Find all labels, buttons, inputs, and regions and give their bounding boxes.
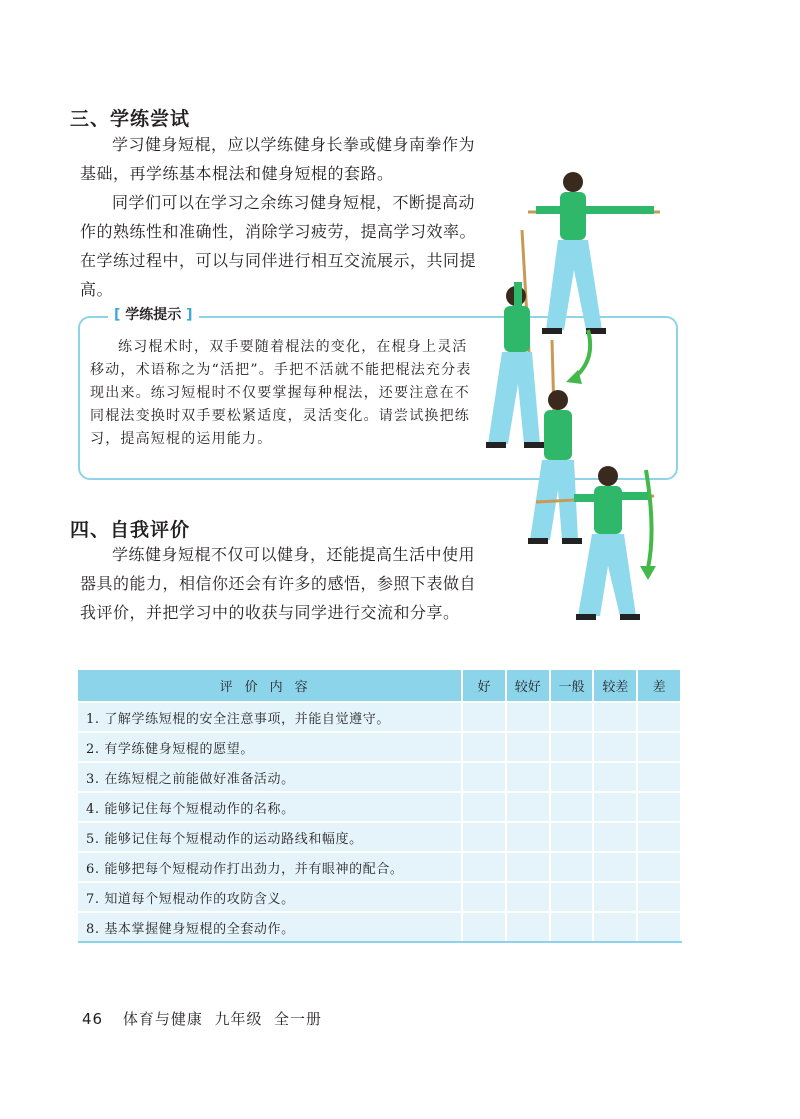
grade-label: 九年级	[214, 1010, 263, 1028]
table-row	[78, 822, 681, 852]
rating-cell[interactable]	[637, 912, 681, 942]
arrow-head-icon	[640, 566, 656, 580]
table-header-rating: 好	[462, 670, 506, 702]
tip-label: [ 学练提示 ]	[108, 304, 199, 324]
paragraph-self-evaluation: 学练健身短棍不仅可以健身，还能提高生活中使用器具的能力，相信你还会有许多的感悟，参照下表做自我评价，并把学习中的收获与同学进行交流和分享。	[80, 545, 477, 622]
rating-cell[interactable]	[462, 912, 506, 942]
table-row-item: 2. 有学练健身短棍的愿望。	[78, 732, 462, 762]
rating-cell[interactable]	[637, 822, 681, 852]
rating-cell[interactable]	[593, 702, 637, 732]
table-header-content: 评价内容	[78, 670, 462, 702]
rating-cell[interactable]	[637, 852, 681, 882]
book-title: 体育与健康	[122, 1010, 203, 1028]
rating-cell[interactable]	[550, 822, 594, 852]
rating-cell[interactable]	[550, 702, 594, 732]
table-row-item: 1. 了解学练短棍的安全注意事项，并能自觉遵守。	[78, 702, 462, 732]
tip-text: 练习棍术时，双手要随着棍法的变化，在棍身上灵活移动，术语称之为“活把”。手把不活就不能把棍法充分表现出来。练习短棍时不仅要掌握每种棍法，还要注意在不同棍法变换时双手要松紧适度，灵活变化。请尝试换把练习，提高短棍的运用能力。	[90, 339, 472, 447]
rating-cell[interactable]	[506, 882, 550, 912]
rating-cell[interactable]	[637, 732, 681, 762]
self-evaluation-table	[78, 670, 682, 943]
rating-cell[interactable]	[637, 882, 681, 912]
rating-cell[interactable]	[593, 822, 637, 852]
table-row	[78, 702, 681, 732]
rating-cell[interactable]	[637, 792, 681, 822]
rating-cell[interactable]	[462, 852, 506, 882]
paragraph-practice-basis: 学习健身短棍，应以学练健身长拳或健身南拳作为基础，再学练基本棍法和健身短棍的套路。	[80, 135, 476, 183]
rating-cell[interactable]	[550, 732, 594, 762]
table-row	[78, 912, 681, 942]
paragraph-practice-benefits: 同学们可以在学习之余练习健身短棍，不断提高动作的熟练性和准确性，消除学习疲劳，提高学习效率。在学练过程中，可以与同伴进行相互交流展示，共同提高。	[80, 193, 477, 299]
table-row	[78, 852, 681, 882]
rating-cell[interactable]	[550, 792, 594, 822]
figure-person-1	[528, 172, 660, 334]
rating-cell[interactable]	[506, 732, 550, 762]
table-row-item: 4. 能够记住每个短棍动作的名称。	[78, 792, 462, 822]
table-row-item: 3. 在练短棍之前能做好准备活动。	[78, 762, 462, 792]
rating-cell[interactable]	[593, 882, 637, 912]
figure-person-2	[486, 230, 544, 448]
rating-cell[interactable]	[506, 702, 550, 732]
table-row	[78, 882, 681, 912]
table-header-rating: 一般	[550, 670, 594, 702]
rating-cell[interactable]	[593, 912, 637, 942]
rating-cell[interactable]	[637, 762, 681, 792]
table-row	[78, 732, 681, 762]
rating-cell[interactable]	[462, 822, 506, 852]
rating-cell[interactable]	[506, 822, 550, 852]
rating-cell[interactable]	[462, 762, 506, 792]
volume-label: 全一册	[274, 1010, 323, 1028]
table-row-item: 5. 能够记住每个短棍动作的运动路线和幅度。	[78, 822, 462, 852]
rating-cell[interactable]	[550, 762, 594, 792]
rating-cell[interactable]	[462, 792, 506, 822]
arrow-icon	[574, 330, 590, 378]
section-title-self-evaluation: 四、自我评价	[70, 519, 191, 541]
arrow-icon	[646, 470, 652, 568]
page-number: 46	[82, 1010, 104, 1028]
rating-cell[interactable]	[550, 852, 594, 882]
table-header-rating: 较好	[506, 670, 550, 702]
rating-cell[interactable]	[550, 882, 594, 912]
table-row	[78, 762, 681, 792]
section-title-practice: 三、学练尝试	[70, 108, 191, 130]
rating-cell[interactable]	[506, 852, 550, 882]
rating-cell[interactable]	[593, 732, 637, 762]
staff-sequence-illustration	[478, 170, 678, 630]
rating-cell[interactable]	[550, 912, 594, 942]
rating-cell[interactable]	[506, 792, 550, 822]
rating-cell[interactable]	[506, 762, 550, 792]
table-row	[78, 792, 681, 822]
rating-cell[interactable]	[593, 792, 637, 822]
rating-cell[interactable]	[506, 912, 550, 942]
table-header-rating: 差	[637, 670, 681, 702]
rating-cell[interactable]	[637, 702, 681, 732]
rating-cell[interactable]	[593, 852, 637, 882]
rating-cell[interactable]	[593, 762, 637, 792]
table-row-item: 7. 知道每个短棍动作的攻防含义。	[78, 882, 462, 912]
table-row-item: 8. 基本掌握健身短棍的全套动作。	[78, 912, 462, 942]
table-header-rating: 较差	[593, 670, 637, 702]
page-footer	[82, 1008, 322, 1029]
rating-cell[interactable]	[462, 882, 506, 912]
table-header-row	[78, 670, 681, 702]
rating-cell[interactable]	[462, 702, 506, 732]
rating-cell[interactable]	[462, 732, 506, 762]
table-row-item: 6. 能够把每个短棍动作打出劲力，并有眼神的配合。	[78, 852, 462, 882]
